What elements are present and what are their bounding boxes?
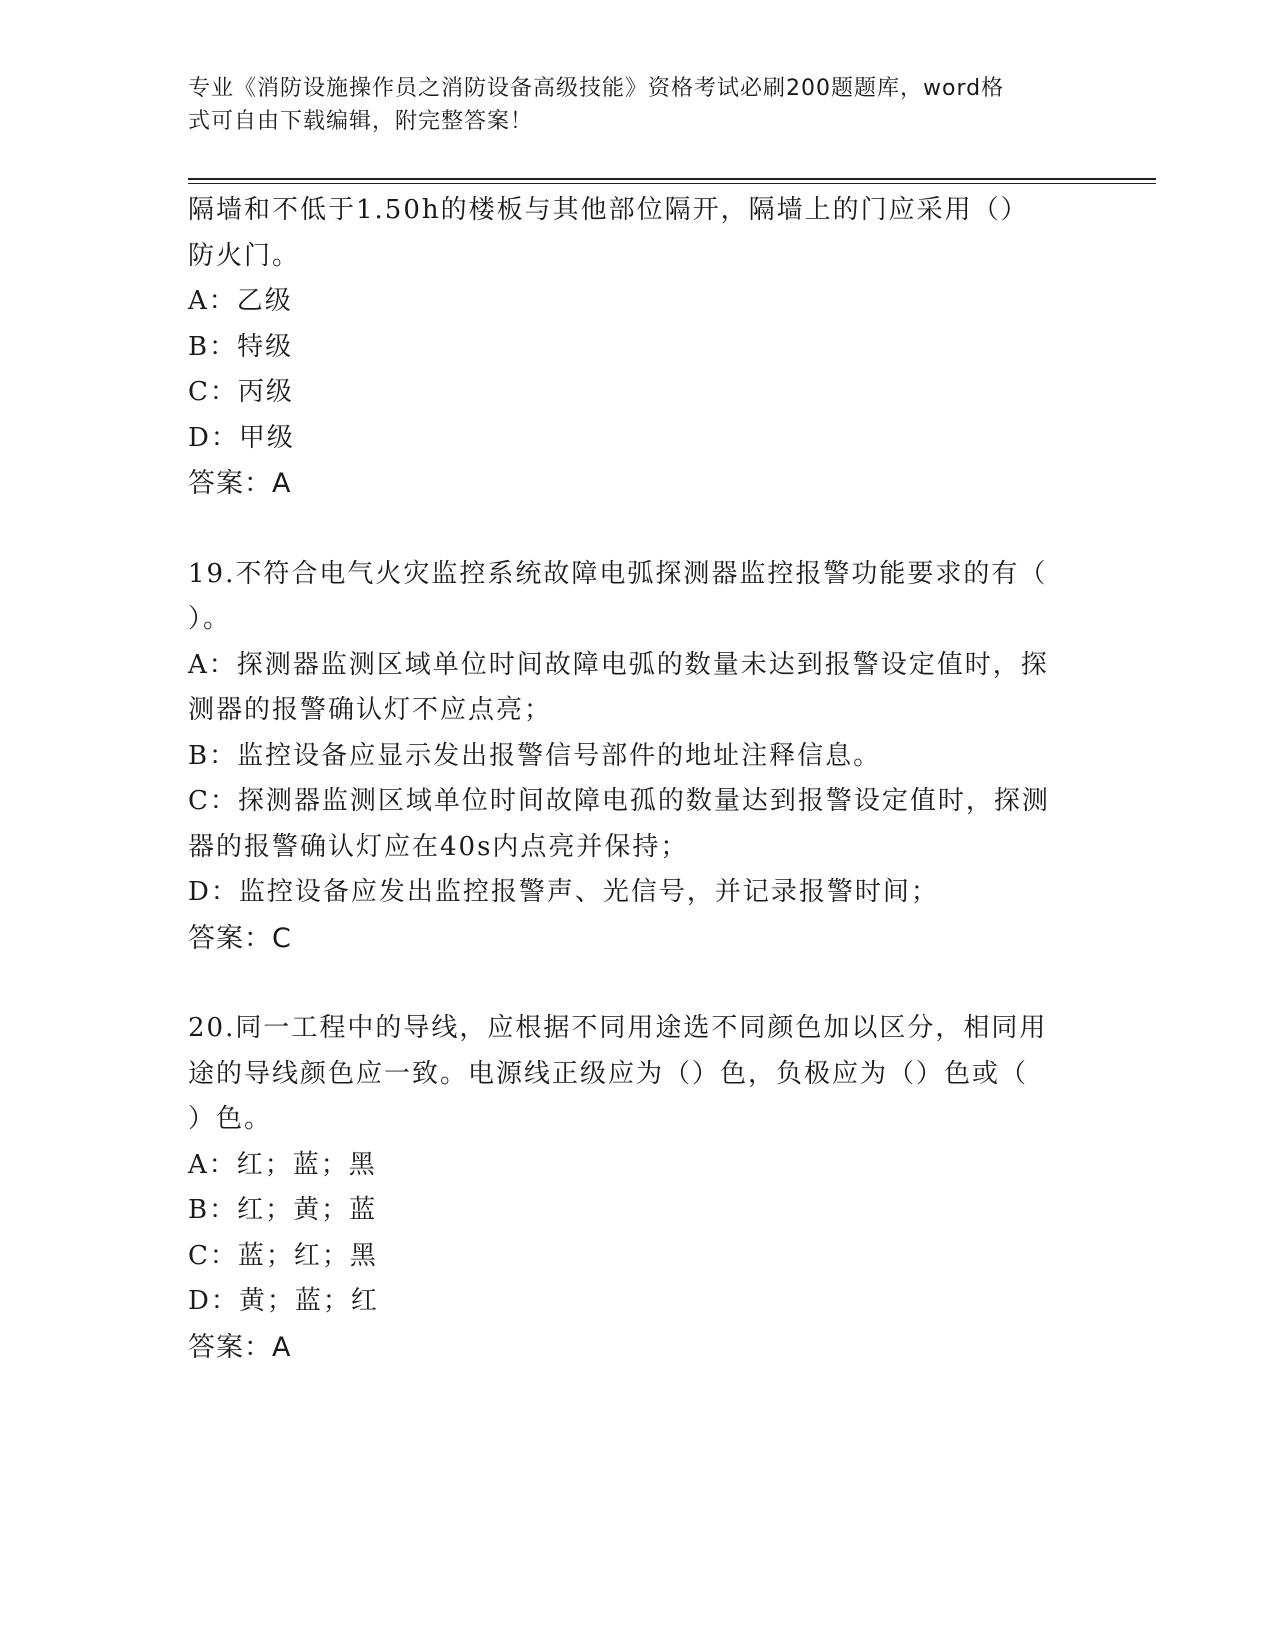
option-b: B：红；黄；蓝 xyxy=(188,1195,378,1225)
answer: 答案：C xyxy=(188,922,292,954)
option-a-cont: 测器的报警确认灯不应点亮； xyxy=(188,695,553,725)
option-c: C：探测器监测区域单位时间故障电孤的数量达到报警设定值时，探测 xyxy=(188,786,1050,816)
header-rule-thin xyxy=(188,183,1156,184)
answer: 答案：A xyxy=(188,1331,292,1363)
option-d: D：监控设备应发出监控报警声、光信号，并记录报警时间； xyxy=(188,877,939,907)
header-line-1: 专业《消防设施操作员之消防设备高级技能》资格考试必刷200题题库，word格 xyxy=(188,76,1005,101)
answer: 答案：A xyxy=(188,468,292,499)
question-text-line: 途的导线颜色应一致。电源线正级应为（）色，负极应为（）色或（ xyxy=(188,1058,1029,1089)
header-line-2: 式可自由下载编辑，附完整答案！ xyxy=(188,109,534,134)
option-b: B：特级 xyxy=(188,331,294,362)
document-header xyxy=(188,72,1068,138)
option-c-cont: 器的报警确认灯应在40s内点亮并保持； xyxy=(188,831,689,862)
question-19 xyxy=(188,552,1078,962)
question-18 xyxy=(188,188,1078,507)
option-a: A：乙级 xyxy=(188,286,293,316)
option-b: B：监控设备应显示发出报警信号部件的地址注释信息。 xyxy=(188,740,882,771)
question-text-line: 20.同一工程中的导线，应根据不同用途选不同颜色加以区分，相同用 xyxy=(188,1013,1048,1043)
question-text-line: 防火门。 xyxy=(188,240,301,271)
option-c: C：蓝；红；黑 xyxy=(188,1240,378,1271)
option-c: C：丙级 xyxy=(188,377,294,407)
question-list xyxy=(188,188,1078,1370)
option-a: A：探测器监测区域单位时间故障电弧的数量未达到报警设定值时，探 xyxy=(188,649,1049,680)
question-text-line: 19.不符合电气火灾监控系统故障电弧探测器监控报警功能要求的有（ xyxy=(188,558,1048,589)
question-text-line: 隔墙和不低于1.50h的楼板与其他部位隔开，隔墙上的门应采用（） xyxy=(188,195,1029,225)
option-d: D：甲级 xyxy=(188,422,295,453)
option-a: A：红；蓝；黑 xyxy=(188,1149,377,1180)
question-20 xyxy=(188,1006,1078,1370)
option-d: D：黄；蓝；红 xyxy=(188,1286,379,1316)
header-rule-thick xyxy=(188,178,1156,180)
question-text-line: ）色。 xyxy=(188,1104,273,1134)
question-text-line: ）。 xyxy=(188,604,232,634)
